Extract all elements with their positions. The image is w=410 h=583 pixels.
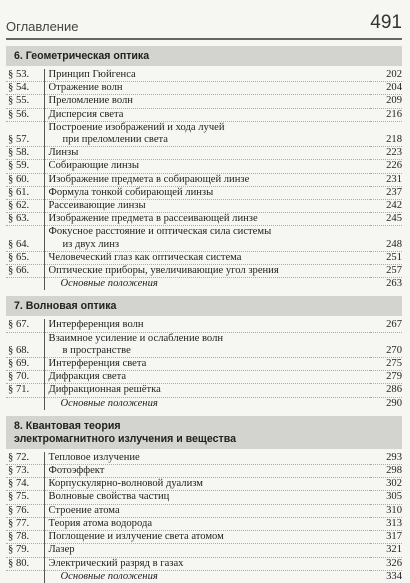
toc-entry xyxy=(6,544,402,557)
entry-title xyxy=(44,108,370,121)
entry-title xyxy=(44,397,370,410)
paragraph-number: § 70. xyxy=(6,371,44,384)
entry-page: 313 xyxy=(370,517,402,530)
entry-title-line: Принцип Гюйгенса xyxy=(48,69,136,80)
entry-page: 317 xyxy=(370,531,402,544)
entry-title xyxy=(44,278,370,291)
entry-title-line: Лазер xyxy=(48,544,75,556)
entry-title xyxy=(44,517,370,530)
toc-entry xyxy=(6,384,402,397)
entry-title-line: Основные положения xyxy=(60,397,158,409)
entry-page: 286 xyxy=(370,384,402,397)
entry-title xyxy=(44,465,370,478)
entry-title-line: Оптические приборы, увеличивающие угол зрения xyxy=(48,265,279,277)
paragraph-number: § 61. xyxy=(6,186,44,199)
entry-title-line: Дисперсия света xyxy=(48,108,124,120)
entry-page: 334 xyxy=(386,570,402,582)
paragraph-number: § 56. xyxy=(6,108,44,121)
entry-title-line: Отражение волн xyxy=(48,82,123,94)
entry-title-line: Интерференция волн xyxy=(48,319,144,331)
paragraph-number: § 71. xyxy=(6,384,44,397)
toc-entry xyxy=(6,173,402,186)
toc-entry xyxy=(6,251,402,264)
entry-title-line: Линзы xyxy=(48,147,79,159)
toc-entry xyxy=(6,371,402,384)
entry-title-line: Волновые свойства частиц xyxy=(48,491,170,503)
entry-title-line: Основные положения xyxy=(60,570,158,582)
entry-page: 298 xyxy=(370,465,402,478)
entry-page: 216 xyxy=(370,108,402,121)
paragraph-number: § 54. xyxy=(6,82,44,95)
entry-page: 305 xyxy=(370,491,402,504)
entry-title xyxy=(44,358,370,371)
summary-row xyxy=(6,278,402,291)
entry-title xyxy=(44,570,370,583)
toc-entry xyxy=(6,213,402,226)
entry-title-line: Фокусное расстояние и оптическая сила системы xyxy=(48,226,272,238)
paragraph-number: § 73. xyxy=(6,465,44,478)
entry-page: 231 xyxy=(370,173,402,186)
paragraph-number: § 77. xyxy=(6,517,44,530)
paragraph-number: § 53. xyxy=(6,69,44,82)
section-heading xyxy=(6,296,402,316)
entry-title-line: Дифракция света xyxy=(48,371,127,383)
entry-title xyxy=(44,332,370,357)
section-heading-line: 7. Волновая оптика xyxy=(14,300,117,313)
toc-section xyxy=(6,46,402,290)
toc-entry xyxy=(6,95,402,108)
entry-title xyxy=(44,251,370,264)
entry-title xyxy=(44,147,370,160)
entry-page: 326 xyxy=(370,557,402,570)
toc-table xyxy=(6,319,402,409)
paragraph-number: § 75. xyxy=(6,491,44,504)
entry-page: 248 xyxy=(370,226,402,251)
toc-entry xyxy=(6,226,402,251)
entry-page: 321 xyxy=(370,544,402,557)
toc-entry xyxy=(6,160,402,173)
entry-page: 245 xyxy=(370,213,402,226)
toc-entry xyxy=(6,452,402,465)
entry-page: 251 xyxy=(370,251,402,264)
entry-page: 267 xyxy=(370,319,402,332)
paragraph-number: § 79. xyxy=(6,544,44,557)
entry-title xyxy=(44,557,370,570)
entry-page: 209 xyxy=(370,95,402,108)
entry-page: 293 xyxy=(370,452,402,465)
toc-entry xyxy=(6,265,402,278)
toc-table xyxy=(6,69,402,290)
toc-entry xyxy=(6,319,402,332)
entry-page: 223 xyxy=(370,147,402,160)
entry-title xyxy=(44,504,370,517)
entry-title xyxy=(44,371,370,384)
toc-entry xyxy=(6,121,402,146)
toc-entry xyxy=(6,186,402,199)
toc-entry xyxy=(6,358,402,371)
entry-title xyxy=(44,319,370,332)
entry-title-line: из двух линз xyxy=(62,238,120,250)
paragraph-number: § 63. xyxy=(6,213,44,226)
paragraph-number xyxy=(6,570,44,583)
entry-title-line: Строение атома xyxy=(48,504,120,516)
entry-page: 237 xyxy=(370,186,402,199)
entry-title xyxy=(44,186,370,199)
paragraph-number: § 69. xyxy=(6,358,44,371)
paragraph-number: § 59. xyxy=(6,160,44,173)
paragraph-number: § 80. xyxy=(6,557,44,570)
toc-entry xyxy=(6,465,402,478)
entry-title-line: Изображение предмета в рассеивающей линзе xyxy=(48,213,258,225)
paragraph-number: § 57. xyxy=(6,121,44,146)
entry-title xyxy=(44,200,370,213)
entry-title xyxy=(44,160,370,173)
entry-page: 263 xyxy=(386,278,402,290)
toc-table xyxy=(6,452,402,583)
entry-title-line: Преломление волн xyxy=(48,95,133,107)
section-heading xyxy=(6,416,402,449)
paragraph-number: § 58. xyxy=(6,147,44,160)
entry-title-line: Основные положения xyxy=(60,278,158,290)
paragraph-number: § 74. xyxy=(6,478,44,491)
toc-entry xyxy=(6,491,402,504)
toc-entry xyxy=(6,531,402,544)
toc-entry xyxy=(6,69,402,82)
table-of-contents xyxy=(6,40,402,583)
toc-section xyxy=(6,416,402,583)
entry-title xyxy=(44,265,370,278)
entry-page: 302 xyxy=(370,478,402,491)
toc-entry xyxy=(6,504,402,517)
entry-page: 290 xyxy=(386,397,402,409)
entry-title-line: Интерференция света xyxy=(48,358,147,370)
entry-title-line: Человеческий глаз как оптическая система xyxy=(48,251,242,263)
entry-page: 202 xyxy=(370,69,402,82)
entry-title xyxy=(44,213,370,226)
page-number: 491 xyxy=(370,12,402,33)
toc-entry xyxy=(6,332,402,357)
entry-title xyxy=(44,82,370,95)
entry-title-line: Построение изображений и хода лучей xyxy=(48,121,225,133)
toc-section xyxy=(6,296,402,409)
toc-entry xyxy=(6,108,402,121)
entry-page: 218 xyxy=(370,121,402,146)
entry-title-line: Корпускулярно-волновой дуализм xyxy=(48,478,203,490)
entry-title-line: в пространстве xyxy=(62,344,131,356)
entry-page: 204 xyxy=(370,82,402,95)
entry-title-line: Электрический разряд в газах xyxy=(48,557,184,569)
toc-entry xyxy=(6,557,402,570)
entry-title xyxy=(44,384,370,397)
paragraph-number: § 62. xyxy=(6,200,44,213)
entry-page: 275 xyxy=(370,358,402,371)
entry-page: 257 xyxy=(370,265,402,278)
entry-title xyxy=(44,69,370,82)
section-heading xyxy=(6,46,402,66)
summary-row xyxy=(6,397,402,410)
summary-row xyxy=(6,570,402,583)
entry-title xyxy=(44,173,370,186)
entry-title-line: Рассеивающие линзы xyxy=(48,200,146,212)
entry-title xyxy=(44,491,370,504)
entry-page: 310 xyxy=(370,504,402,517)
toc-entry xyxy=(6,147,402,160)
entry-title-line: Собирающие линзы xyxy=(48,160,139,172)
entry-title-line: Поглощение и излучение света атомом xyxy=(48,531,224,543)
paragraph-number: § 55. xyxy=(6,95,44,108)
paragraph-number: § 78. xyxy=(6,531,44,544)
entry-title-line: Тепловое излучение xyxy=(48,451,140,463)
section-heading-line: 6. Геометрическая оптика xyxy=(14,50,150,62)
entry-title xyxy=(44,121,370,146)
section-heading-line: 8. Квантовая теория xyxy=(14,419,121,432)
paragraph-number: § 66. xyxy=(6,265,44,278)
entry-title-line: Теория атома водорода xyxy=(48,517,153,529)
entry-title-line: при преломлении света xyxy=(62,134,168,146)
paragraph-number: § 72. xyxy=(6,452,44,465)
page-header xyxy=(6,4,402,38)
entry-title-line: Формула тонкой собирающей линзы xyxy=(48,186,214,198)
entry-page: 242 xyxy=(370,200,402,213)
entry-page: 226 xyxy=(370,160,402,173)
paragraph-number: § 60. xyxy=(6,173,44,186)
toc-entry xyxy=(6,517,402,530)
toc-entry xyxy=(6,200,402,213)
entry-title xyxy=(44,95,370,108)
paragraph-number: § 67. xyxy=(6,319,44,332)
entry-title xyxy=(44,478,370,491)
paragraph-number: § 64. xyxy=(6,226,44,251)
entry-title xyxy=(44,226,370,251)
paragraph-number: § 68. xyxy=(6,332,44,357)
paragraph-number xyxy=(6,397,44,410)
toc-entry xyxy=(6,478,402,491)
entry-title xyxy=(44,531,370,544)
entry-title xyxy=(44,544,370,557)
entry-title xyxy=(44,452,370,465)
entry-title-line: Взаимное усиление и ослабление волн xyxy=(48,332,224,344)
entry-page: 270 xyxy=(370,332,402,357)
paragraph-number: § 65. xyxy=(6,251,44,264)
entry-title-line: Дифракционная решётка xyxy=(48,384,161,396)
section-heading-line: электромагнитного излучения и вещества xyxy=(14,432,236,445)
running-head: Оглавление xyxy=(6,19,79,34)
entry-page: 279 xyxy=(370,371,402,384)
paragraph-number xyxy=(6,278,44,291)
entry-title-line: Изображение предмета в собирающей линзе xyxy=(48,173,250,185)
entry-title-line: Фотоэффект xyxy=(48,465,105,477)
paragraph-number: § 76. xyxy=(6,504,44,517)
toc-entry xyxy=(6,82,402,95)
